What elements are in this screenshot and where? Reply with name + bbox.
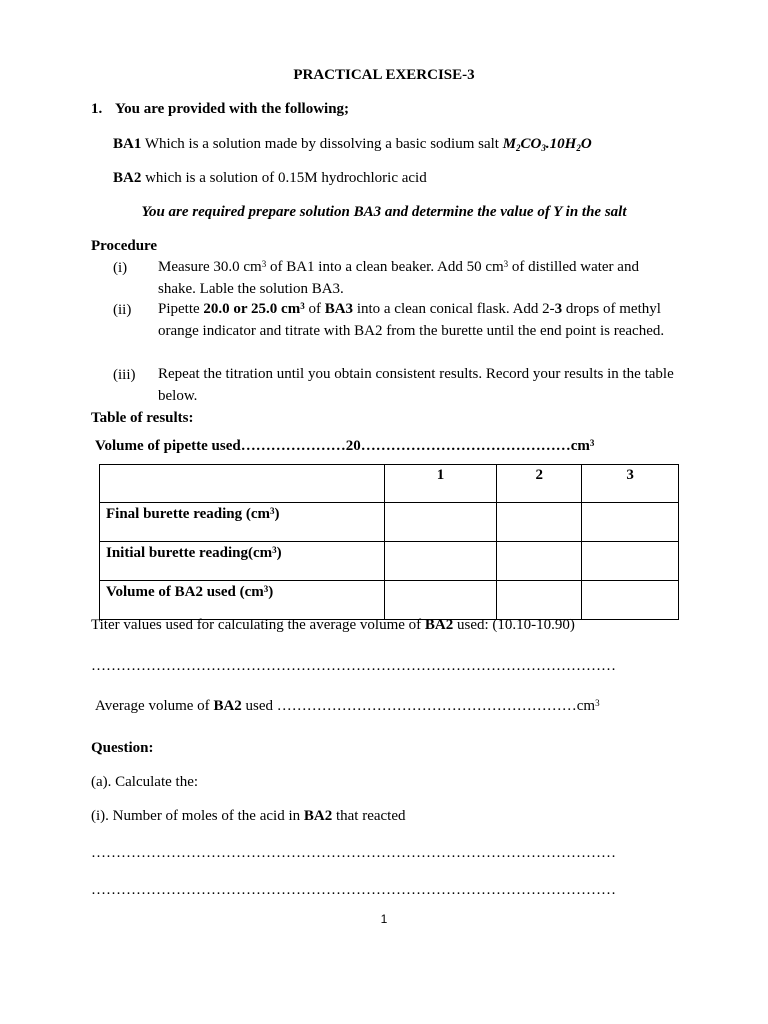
answer-dotted-line[interactable]: …………………………………………………………………………………………… [91,658,616,674]
pipette-volume-line: Volume of pipette $used\dots\dots\dots\dots\dots\dots\dots 20\dots\dots\dots\dots\dots\dots\dots\dots\dots\dots\dots\dots\dots\dots cm^3$ [95,438,595,454]
question-text: You are provided with the following; [115,101,350,117]
page-number: 1 [380,912,388,926]
entry-cell[interactable] [582,542,679,581]
results-table [99,464,679,620]
titer-values-line: Titer values used for calculating the average volume of BA2 used: (10.10-10.90) [91,617,575,633]
entry-cell[interactable] [582,581,679,620]
table-corner-cell [100,465,385,503]
step-text: Measure 30.0 $cm^3$ of BA1 into a clean beaker. Add 50 $cm^3$ of distilled water and shake. Lable the solution BA3. [158,259,639,297]
step-text: Repeat the titration until you obtain consistent results. Record your results in the table below. [158,366,674,404]
instruction: You are required prepare solution BA3 and determine the value of Y in the salt [141,204,627,220]
salt-formula: $M_2CO_3.10H_2O$ [502,136,592,153]
procedure-heading: Procedure [91,238,158,254]
step-numeral: (i) [113,260,128,276]
column-header: 2 [497,465,582,503]
entry-cell[interactable] [384,581,497,620]
entry-cell[interactable] [497,542,582,581]
table-row [100,581,679,620]
question-heading: Question: [91,740,154,756]
entry-cell[interactable] [497,581,582,620]
row-label: Initial burette $reading(cm^3)$ [100,542,385,581]
row-label: Volume of BA2 used $(cm^3)$ [100,581,385,620]
ba1-text: Which is a solution made by dissolving a basic sodium salt [141,136,503,152]
entry-cell[interactable] [384,542,497,581]
row-label: Final burette reading $(cm^3)$ [100,503,385,542]
step-numeral: (iii) [113,367,136,383]
question-number: 1. [91,101,103,117]
table-heading: Table of results: [91,410,194,426]
answer-dotted-line[interactable]: …………………………………………………………………………………………… [91,882,616,898]
ba2-label: BA2 [113,170,142,186]
part-a-i: (i). Number of moles of the acid in BA2 that reacted [91,808,406,824]
ba1-label: BA1 [113,136,142,152]
column-header: 1 [384,465,497,503]
table-header-row [100,465,679,503]
entry-cell[interactable] [582,503,679,542]
step-numeral: (ii) [113,302,132,318]
part-a: (a). Calculate the: [91,774,199,790]
table-row [100,503,679,542]
ba2-text: which is a solution of 0.15M hydrochloric acid [141,170,427,186]
column-header: 3 [582,465,679,503]
question-1 [91,100,349,118]
answer-dotted-line[interactable]: …………………………………………………………………………………………… [91,845,616,861]
page-title: PRACTICAL EXERCISE-3 [293,67,475,83]
ba2-line [113,169,427,187]
average-volume-line: Average volume of BA2 used $\dots\dots\dots\dots\dots\dots\dots\dots\dots\dots\dots\dots\dots\dots\dots\dots\dots\dots\dots\dots cm^3$ [95,698,600,714]
ba1-line [113,135,592,154]
entry-cell[interactable] [384,503,497,542]
entry-cell[interactable] [497,503,582,542]
step-text: Pipette 20.0 or 25.0 $cm^3$ of BA3 into a clean conical flask. Add 2-3 drops of methyl orange indicator and titrate with BA2 from the burette until the end point is reached. [158,301,665,339]
table-row [100,542,679,581]
